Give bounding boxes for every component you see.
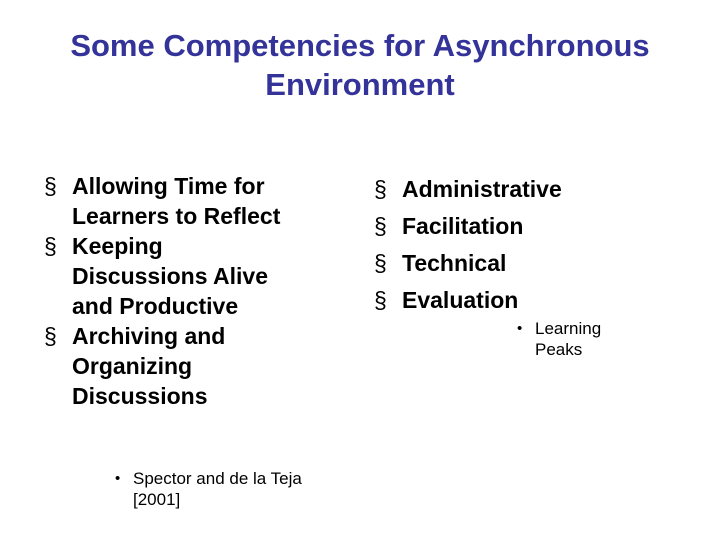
list-item <box>374 282 674 319</box>
list-item-line: Discussions <box>72 383 208 409</box>
list-item <box>374 245 674 282</box>
list-item-label: Administrative <box>402 176 562 202</box>
list-item-line: Learners to Reflect <box>72 203 281 229</box>
citation-line: Spector and de la Teja <box>133 469 302 488</box>
bullet-dot-icon: • <box>517 320 523 337</box>
list-item-line: Allowing Time for <box>72 173 265 199</box>
list-item-line: Archiving and <box>72 323 226 349</box>
slide-title-line-2: Environment <box>265 67 455 102</box>
list-item <box>44 171 344 231</box>
list-item-label: Evaluation <box>402 287 519 313</box>
section-bullet-icon: § <box>374 287 387 313</box>
list-item <box>44 321 344 411</box>
section-bullet-icon: § <box>44 323 57 349</box>
section-bullet-icon: § <box>374 250 387 276</box>
left-citation <box>115 468 375 510</box>
list-item-line: Keeping <box>72 233 163 259</box>
slide-title-line-1: Some Competencies for Asynchronous <box>70 28 650 63</box>
citation-line: Learning <box>535 319 602 338</box>
section-bullet-icon: § <box>374 176 387 202</box>
list-item <box>374 171 674 208</box>
right-bullet-list <box>374 171 674 319</box>
section-bullet-icon: § <box>44 233 57 259</box>
list-item-label: Facilitation <box>402 213 524 239</box>
slide-title <box>0 26 720 104</box>
list-item <box>44 231 344 321</box>
right-citation <box>517 318 637 360</box>
section-bullet-icon: § <box>44 173 57 199</box>
citation-line: [2001] <box>133 490 181 509</box>
citation-line: Peaks <box>535 340 583 359</box>
bullet-dot-icon: • <box>115 470 121 487</box>
list-item-label: Technical <box>402 250 507 276</box>
citation-item <box>517 318 637 360</box>
section-bullet-icon: § <box>374 213 387 239</box>
list-item-line: Discussions Alive <box>72 263 269 289</box>
citation-item <box>115 468 375 510</box>
list-item-line: Organizing <box>72 353 193 379</box>
list-item-line: and Productive <box>72 293 239 319</box>
left-bullet-list <box>44 171 344 411</box>
list-item <box>374 208 674 245</box>
